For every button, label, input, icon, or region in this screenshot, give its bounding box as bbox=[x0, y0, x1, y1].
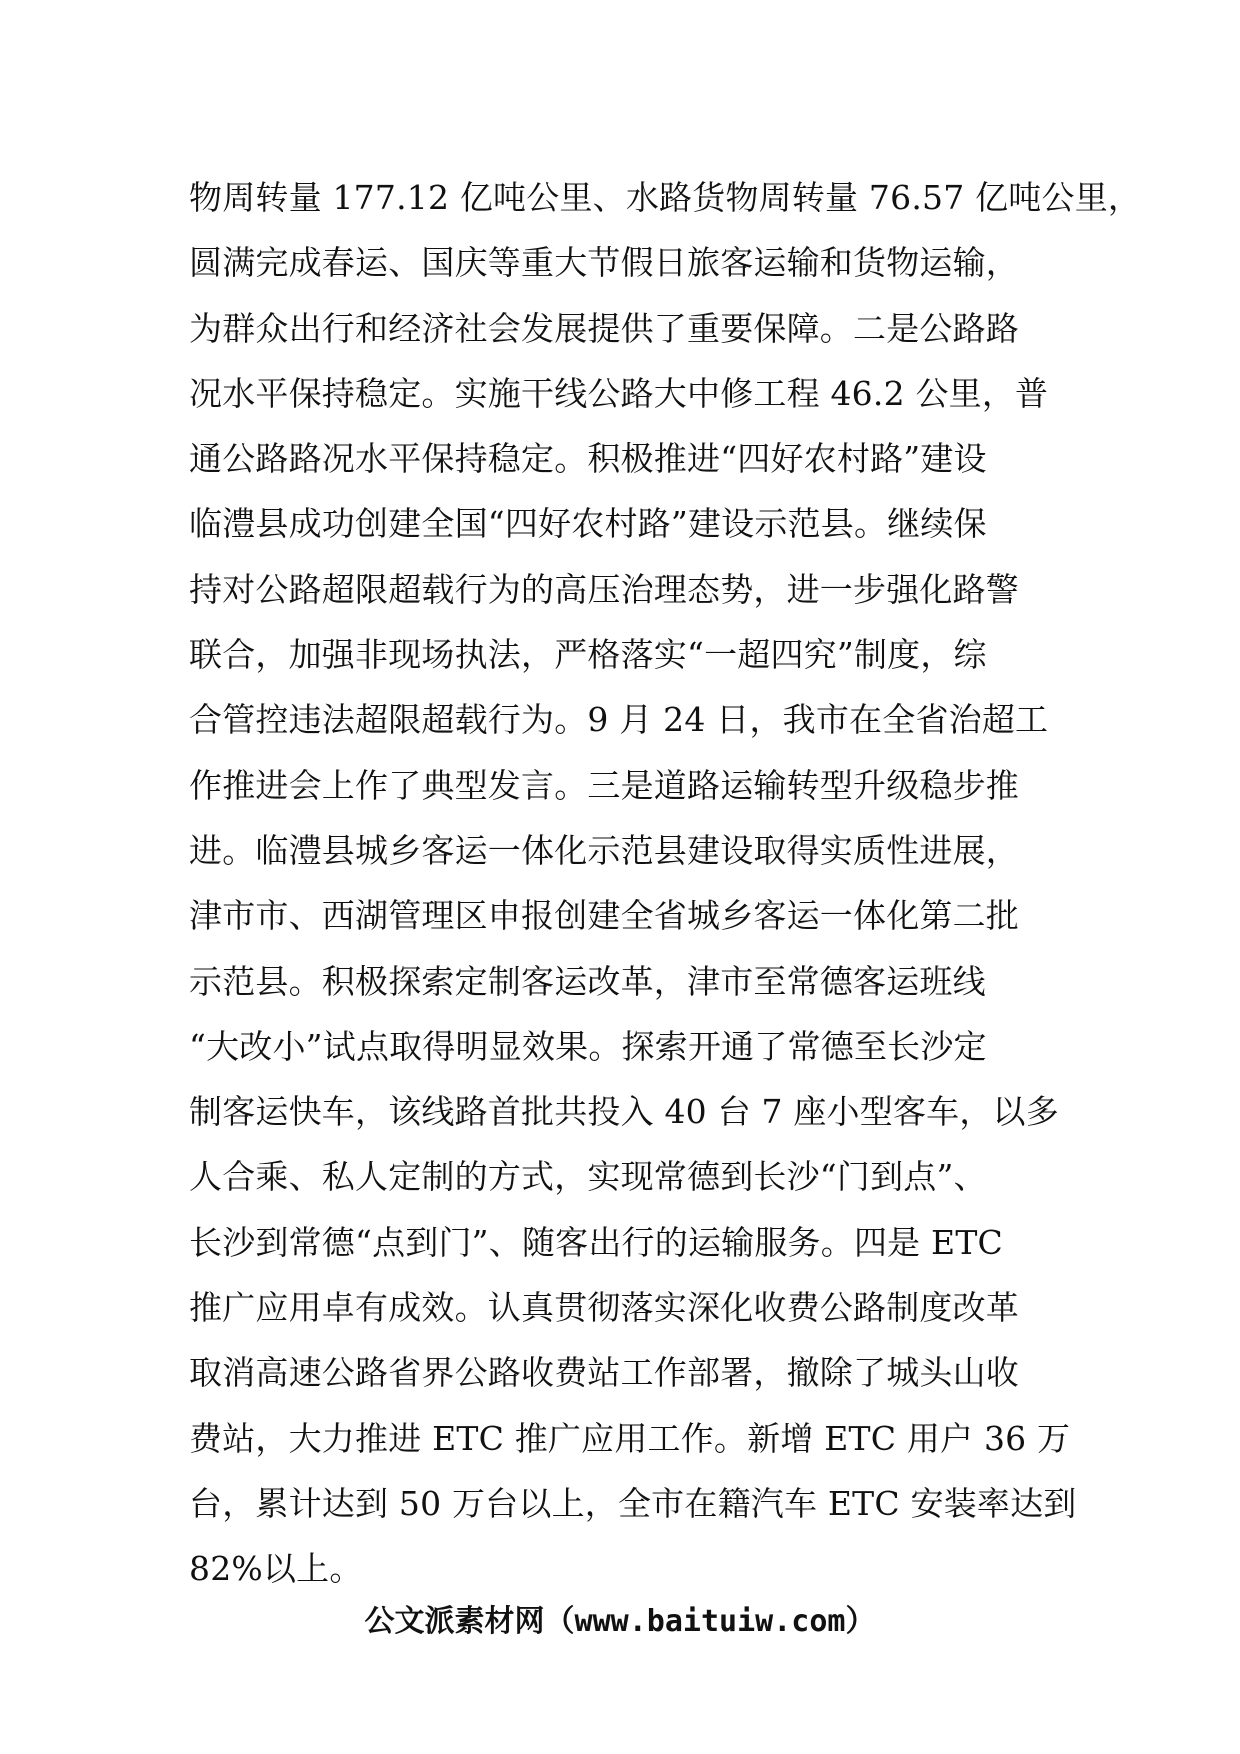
text-line: 费站，大力推进 ETC 推广应用工作。新增 ETC 用户 36 万 bbox=[189, 1418, 1071, 1458]
text-line: 82%以上。 bbox=[189, 1549, 363, 1589]
footer-watermark bbox=[0, 1598, 1240, 1646]
text-line: 作推进会上作了典型发言。三是道路运输转型升级稳步推 bbox=[189, 765, 1019, 805]
text-line: 人合乘、私人定制的方式，实现常德到长沙“门到点”、 bbox=[189, 1157, 987, 1197]
text-line: 圆满完成春运、国庆等重大节假日旅客运输和货物运输， bbox=[189, 243, 1019, 283]
text-line: 合管控违法超限超载行为。9 月 24 日，我市在全省治超工 bbox=[189, 700, 1049, 740]
text-line: 持对公路超限超载行为的高压治理态势，进一步强化路警 bbox=[189, 569, 1019, 609]
body-paragraph bbox=[189, 165, 1142, 1602]
footer-url: （www.baituiw.com） bbox=[544, 1604, 876, 1639]
text-line: 进。临澧县城乡客运一体化示范县建设取得实质性进展， bbox=[189, 830, 1019, 870]
text-line: “大改小”试点取得明显效果。探索开通了常德至长沙定 bbox=[189, 1026, 987, 1066]
text-line: 为群众出行和经济社会发展提供了重要保障。二是公路路 bbox=[189, 308, 1019, 348]
text-line: 通公路路况水平保持稳定。积极推进“四好农村路”建设 bbox=[189, 439, 987, 479]
text-line: 临澧县成功创建全国“四好农村路”建设示范县。继续保 bbox=[189, 504, 987, 544]
text-line: 联合，加强非现场执法，严格落实“一超四究”制度，综 bbox=[189, 635, 987, 675]
text-line: 况水平保持稳定。实施干线公路大中修工程 46.2 公里，普 bbox=[189, 373, 1049, 413]
text-line: 长沙到常德“点到门”、随客出行的运输服务。四是 ETC bbox=[189, 1222, 1003, 1262]
text-line: 津市市、西湖管理区申报创建全省城乡客运一体化第二批 bbox=[189, 896, 1019, 936]
text-line: 示范县。积极探索定制客运改革，津市至常德客运班线 bbox=[189, 961, 986, 1001]
text-line: 制客运快车，该线路首批共投入 40 台 7 座小型客车，以多 bbox=[189, 1092, 1059, 1132]
text-line: 物周转量 177.12 亿吨公里、水路货物周转量 76.57 亿吨公里， bbox=[189, 178, 1142, 217]
text-line: 取消高速公路省界公路收费站工作部署，撤除了城头山收 bbox=[189, 1353, 1019, 1393]
footer-site-name: 公文派素材网 bbox=[364, 1604, 545, 1639]
text-line: 台，累计达到 50 万台以上，全市在籍汽车 ETC 安装率达到 bbox=[189, 1483, 1077, 1523]
text-line: 推广应用卓有成效。认真贯彻落实深化收费公路制度改革 bbox=[189, 1288, 1019, 1328]
